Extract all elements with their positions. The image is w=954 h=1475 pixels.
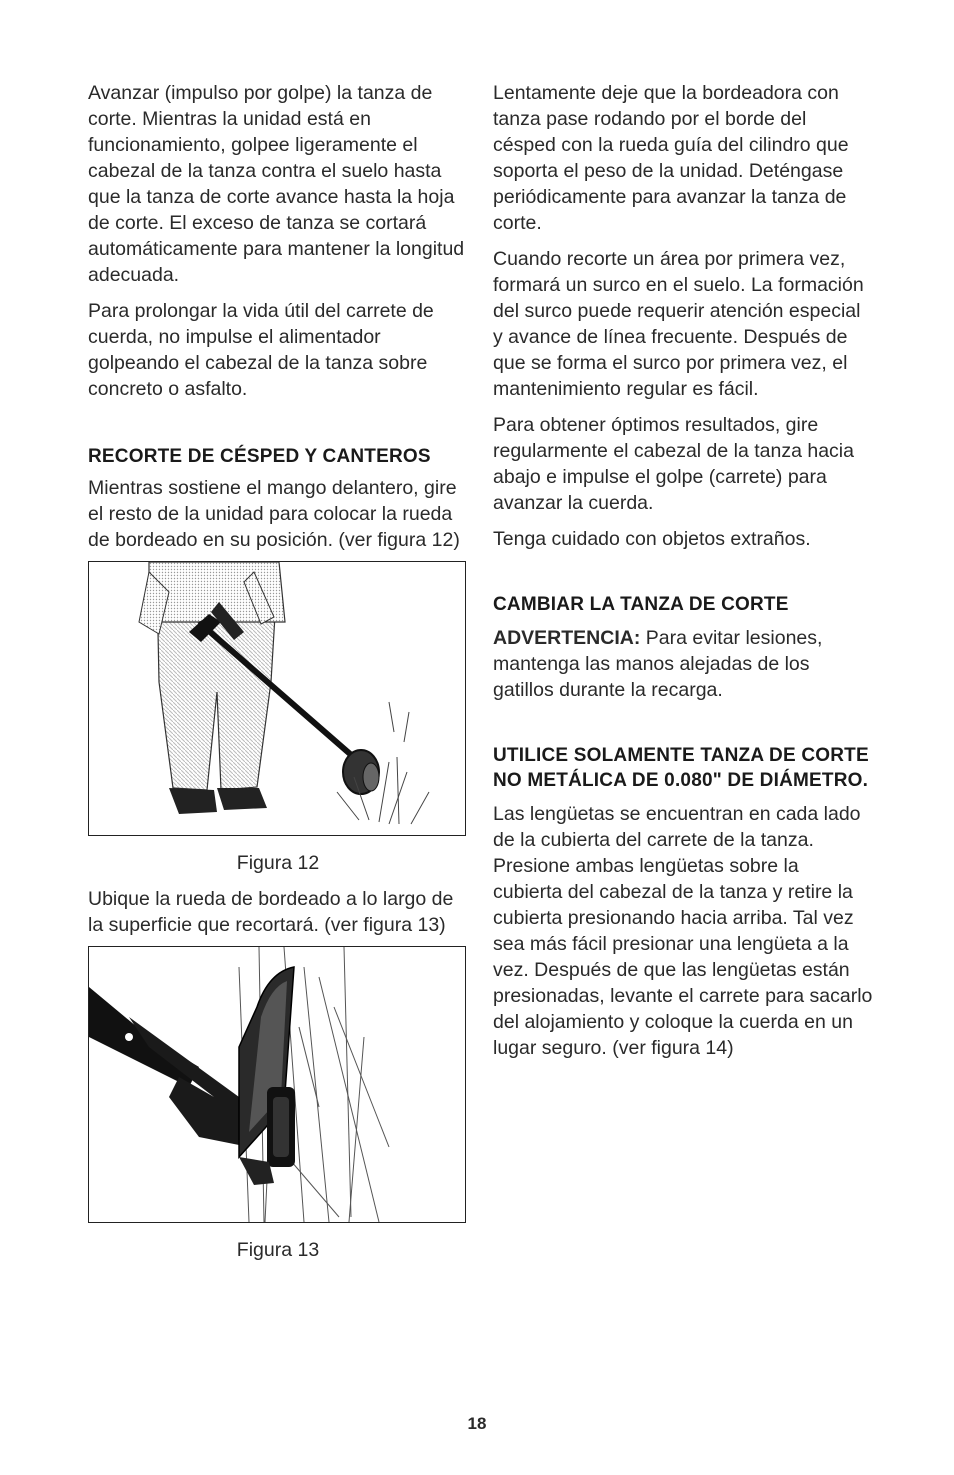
- heading-lawn-trimming: RECORTE DE CÉSPED Y CANTEROS: [88, 446, 431, 467]
- figure-13-illustration: [88, 946, 466, 1223]
- trimmer-user-illustration: [89, 562, 465, 835]
- figure-13-caption: Figura 13: [236, 1239, 320, 1261]
- paragraph-hold-handle: Mientras sostiene el mango delantero, gire el resto de la unidad para colocar la rueda de bordeado en su posición. (ver figura 12): [88, 477, 460, 551]
- heading-nonmetallic-line: UTILICE SOLAMENTE TANZA DE CORTE NO METÁLICA DE 0.080" DE DIÁMETRO.: [493, 745, 869, 791]
- paragraph-first-trim: Cuando recorte un área por primera vez, formará un surco en el suelo. La formación del surco puede requerir atención especial y avance de línea frecuente. Después de que se forma el surco por primera vez, el mantenimiento regular es fácil.: [493, 248, 864, 400]
- paragraph-tabs-instructions: Las lengüetas se encuentran en cada lado de la cubierta del carrete de la tanza. Presione ambas lengüetas sobre la cubierta del cabezal de la tanza y retire la cubierta presionando hacia arriba. Tal vez sea más fácil presionar una lengüeta a la vez. Después de que las lengüetas están presionadas, levante el carrete para sacarlo del alojamiento y coloque la cuerda en un lugar seguro. (ver figura 14): [493, 803, 873, 1059]
- edging-wheel-illustration: [89, 947, 465, 1222]
- page-number: 18: [467, 1414, 487, 1433]
- paragraph-best-results: Para obtener óptimos resultados, gire regularmente el cabezal de la tanza hacia abajo e impulse el golpe (carrete) para avanzar la cuerda.: [493, 414, 854, 514]
- heading-change-line: CAMBIAR LA TANZA DE CORTE: [493, 594, 789, 615]
- figure-12-illustration: [88, 561, 466, 836]
- paragraph-edging-wheel: Ubique la rueda de bordeado a lo largo de la superficie que recortará. (ver figura 13): [88, 888, 454, 936]
- paragraph-roll-trimmer: Lentamente deje que la bordeadora con tanza pase rodando por el borde del césped con la rueda guía del cilindro que soporta el peso de la unidad. Deténgase periódicamente para avanzar la tanza de corte.: [493, 82, 849, 234]
- paragraph-warning: [493, 625, 873, 703]
- paragraph-spool-life: Para prolongar la vida útil del carrete de cuerda, no impulse el alimentador golpeando el cabezal de la tanza sobre concreto o asfalto.: [88, 300, 434, 400]
- figure-12-caption: Figura 12: [236, 852, 320, 874]
- paragraph-foreign-objects: Tenga cuidado con objetos extraños.: [493, 528, 811, 550]
- warning-label: ADVERTENCIA:: [493, 627, 641, 649]
- left-column: [88, 80, 468, 1263]
- right-column: [493, 80, 873, 1061]
- paragraph-line-advance: Avanzar (impulso por golpe) la tanza de corte. Mientras la unidad está en funcionamiento, golpee ligeramente el cabezal de la tanza contra el suelo hasta que la tanza de corte avance hasta la hoja de corte. El exceso de tanza se cortará automáticamente para mantener la longitud adecuada.: [88, 82, 465, 286]
- warning-text: Para evitar lesiones, mantenga las manos alejadas de los gatillos durante la recarga.: [493, 627, 823, 701]
